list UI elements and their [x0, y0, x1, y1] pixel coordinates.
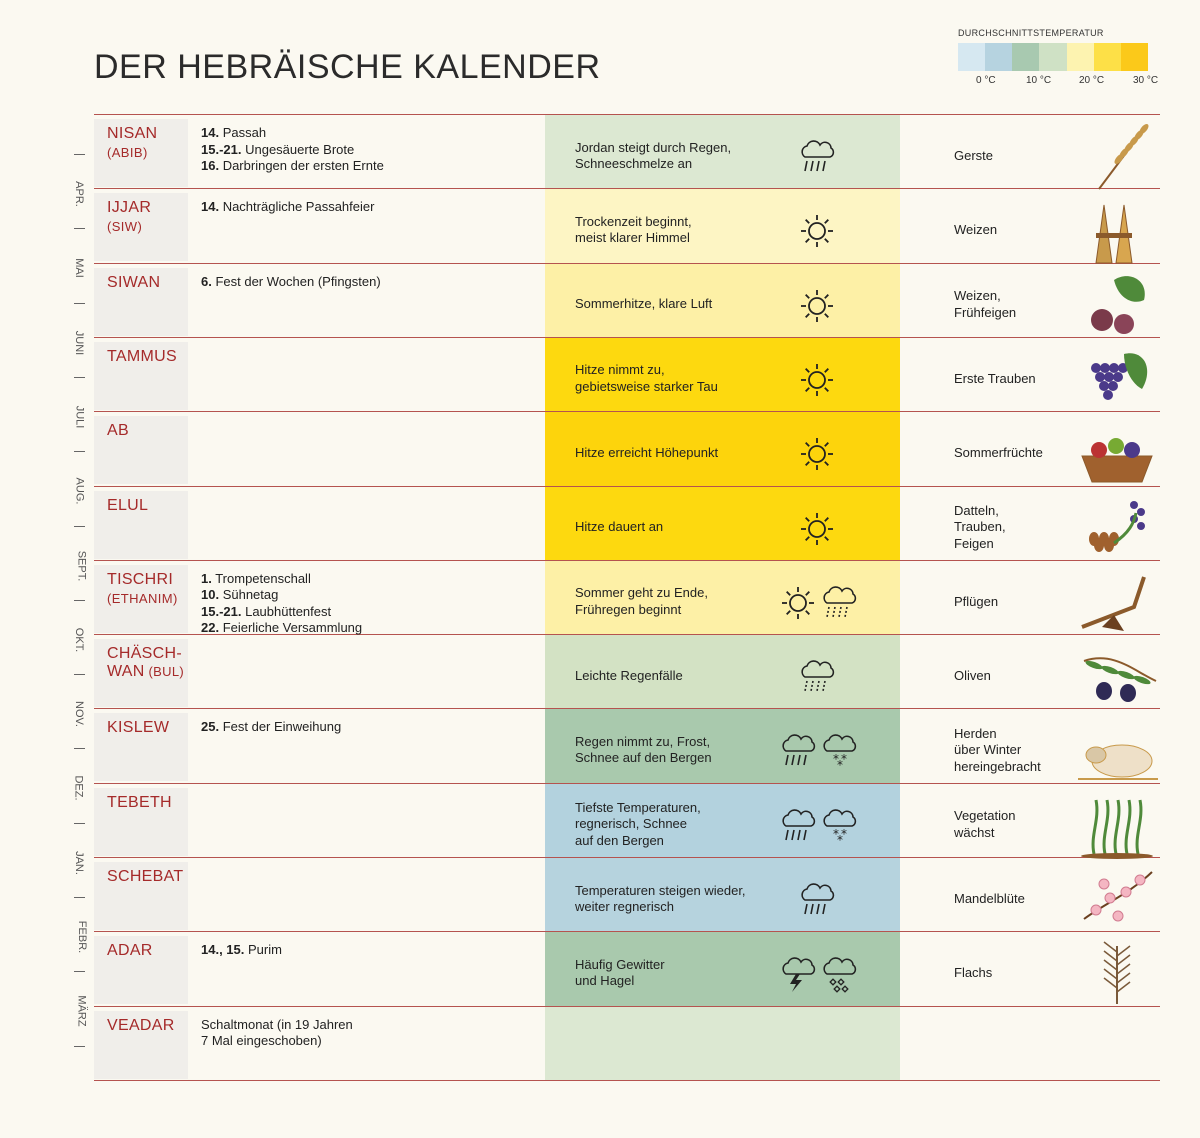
month-name-cell	[94, 491, 188, 559]
axis-tick	[74, 451, 85, 452]
page-title: DER HEBRÄISCHE KALENDER	[94, 48, 601, 86]
legend-label-10: 10 °C	[1026, 75, 1052, 86]
month-row	[94, 268, 1160, 342]
month-row	[94, 491, 1160, 565]
gregorian-month-label: SEPT.	[75, 550, 88, 581]
temperature-legend	[958, 28, 1163, 89]
hebrew-month-name: CHÄSCH- WAN (BUL)	[107, 645, 184, 681]
fruit-basket-icon	[1074, 418, 1160, 488]
rain-icon	[797, 880, 837, 920]
month-row	[94, 639, 1160, 713]
axis-tick	[74, 897, 85, 898]
hebrew-month-alt-name: (SIW)	[107, 219, 143, 235]
legend-swatch	[985, 43, 1012, 71]
snow-icon	[819, 731, 859, 771]
agriculture-description: Erste Trauben	[954, 370, 1036, 386]
month-row	[94, 342, 1160, 416]
festival-entry: 22. Feierliche Versammlung	[201, 620, 363, 636]
grapes-icon	[1074, 344, 1160, 414]
thunderstorm-icon	[778, 954, 818, 994]
weather-description: Leichte Regenfälle	[575, 667, 683, 683]
festivals	[201, 719, 531, 736]
weather-icons	[797, 137, 887, 177]
hebrew-month-name: TAMMUS	[107, 347, 177, 365]
svg-text:*: *	[833, 752, 839, 767]
hebrew-month-name: NISAN	[107, 125, 158, 142]
axis-tick	[74, 154, 85, 155]
weather-description: Häufig Gewitter und Hagel	[575, 956, 665, 989]
axis-tick	[74, 600, 85, 601]
plough-icon	[1074, 567, 1160, 637]
svg-text:*: *	[841, 752, 847, 767]
month-row	[94, 1011, 1160, 1085]
svg-text:*: *	[833, 826, 839, 841]
festivals	[201, 571, 531, 637]
axis-tick	[74, 303, 85, 304]
weather-description: Sommerhitze, klare Luft	[575, 296, 713, 312]
agriculture-description: Pflügen	[954, 593, 999, 609]
festival-entry: 16. Darbringen der ersten Ernte	[201, 158, 384, 173]
weather-description: Regen nimmt zu, Frost, Schnee auf den Bergen	[575, 733, 712, 766]
weather-icons	[797, 880, 887, 920]
festivals	[201, 942, 531, 959]
hebrew-month-name: KISLEW	[107, 719, 170, 737]
festivals	[201, 199, 531, 216]
weather-icons	[776, 954, 866, 994]
month-name-cell	[94, 416, 188, 484]
weather-description: Hitze nimmt zu, gebietsweise starker Tau	[575, 362, 718, 394]
weather-icons	[797, 657, 887, 697]
gregorian-month-label: FEBR.	[76, 920, 89, 954]
festival-entry: 6. Fest der Wochen (Pfingsten)	[201, 273, 381, 289]
legend-swatch	[1094, 43, 1121, 71]
axis-tick	[74, 526, 85, 527]
hebrew-month-name: ADAR	[107, 942, 153, 960]
weather-icons	[797, 509, 887, 549]
month-name-cell	[94, 862, 188, 930]
festival-entry: Schaltmonat (in 19 Jahren	[201, 1016, 353, 1032]
agriculture-description: Oliven	[954, 667, 991, 683]
hebrew-month-name: VEADAR	[107, 1016, 175, 1034]
axis-tick	[74, 971, 85, 972]
sun-icon	[797, 360, 837, 400]
hebrew-month-name: TISCHRI	[107, 570, 174, 588]
agriculture-description: Herden über Winter hereingebracht	[954, 725, 1041, 774]
fig-icon	[1074, 270, 1160, 340]
gregorian-month-axis	[66, 114, 92, 1080]
axis-tick	[74, 823, 85, 824]
weather-icons	[776, 731, 866, 771]
hebrew-month-name: ELUL	[107, 496, 149, 514]
svg-text:*: *	[837, 758, 843, 772]
weather-icons	[797, 211, 887, 251]
agriculture-description: Mandelblüte	[954, 890, 1025, 906]
hebrew-month-name: IJJAR	[107, 199, 152, 217]
weather-icons	[797, 286, 887, 326]
month-name-cell	[94, 342, 188, 410]
agriculture-description: Sommerfrüchte	[954, 444, 1043, 460]
weather-icons	[776, 806, 866, 846]
light-rain-icon	[819, 583, 859, 623]
agriculture-description: Gerste	[954, 147, 994, 163]
weather-description: Tiefste Temperaturen, regnerisch, Schnee auf den Bergen	[575, 799, 701, 848]
svg-text:*: *	[837, 832, 843, 846]
festival-entry: 25. Fest der Einweihung	[201, 719, 342, 735]
svg-text:*: *	[841, 826, 847, 841]
month-name-cell	[94, 639, 188, 707]
month-row	[94, 416, 1160, 490]
gregorian-month-label: MÄRZ	[75, 995, 88, 1027]
weather-icons	[797, 434, 887, 474]
sun-icon	[778, 583, 818, 623]
sun-icon	[797, 434, 837, 474]
hebrew-month-alt-name: (ETHANIM)	[107, 590, 178, 606]
festival-entry: 14. Passah	[201, 125, 267, 140]
festivals	[201, 274, 531, 291]
gregorian-month-label: JUNI	[72, 330, 85, 355]
sun-icon	[797, 509, 837, 549]
legend-color-scale	[958, 43, 1148, 71]
legend-swatch	[1039, 43, 1066, 71]
festival-entry: 14. Nachträgliche Passahfeier	[201, 199, 375, 215]
hebrew-month-name: AB	[107, 422, 129, 440]
month-name-cell	[94, 936, 188, 1004]
row-divider	[94, 114, 1160, 115]
festival-entry: 7 Mal eingeschoben)	[201, 1033, 322, 1049]
gregorian-month-label: DEZ.	[73, 775, 85, 801]
legend-swatch	[1012, 43, 1039, 71]
festivals	[201, 1017, 531, 1050]
legend-swatch	[1121, 43, 1148, 71]
weather-icons	[797, 360, 887, 400]
month-name-cell	[94, 268, 188, 336]
month-row	[94, 713, 1160, 787]
legend-swatch	[1067, 43, 1094, 71]
hebrew-month-name: TEBETH	[107, 793, 172, 811]
festival-entry: 1. Trompetenschall	[201, 570, 311, 586]
month-row	[94, 862, 1160, 936]
agriculture-description: Datteln, Trauben, Feigen	[954, 502, 1006, 551]
weather-description: Hitze erreicht Höhepunkt	[575, 444, 719, 460]
festival-entry: 15.-21. Laubhüttenfest	[201, 603, 332, 619]
axis-tick	[74, 748, 85, 749]
weather-description: Trockenzeit beginnt, meist klarer Himmel	[575, 213, 692, 246]
gregorian-month-label: JAN.	[73, 850, 85, 875]
month-name-cell	[94, 713, 188, 781]
sun-icon	[797, 211, 837, 251]
weather-icons	[776, 1029, 866, 1069]
axis-tick	[74, 1046, 85, 1047]
axis-tick	[74, 674, 85, 675]
almond-blossom-icon	[1074, 864, 1160, 934]
sheep-icon	[1074, 715, 1160, 785]
sun-icon	[797, 286, 837, 326]
gregorian-month-label: NOV.	[72, 701, 85, 728]
hebrew-month-name: SCHEBAT	[107, 868, 184, 885]
legend-swatch	[958, 43, 985, 71]
month-name-cell	[94, 193, 188, 261]
festival-entry: 10. Sühnetag	[201, 587, 279, 603]
gregorian-month-label: MAI	[73, 258, 85, 279]
festival-entry: 14., 15. Purim	[201, 942, 282, 958]
wheat-sheaf-icon	[1074, 195, 1160, 265]
light-rain-icon	[797, 657, 837, 697]
month-name-cell	[94, 788, 188, 856]
axis-tick	[74, 377, 85, 378]
weather-description: Sommer geht zu Ende, Frühregen beginnt	[575, 585, 708, 617]
legend-label-30: 30 °C	[1133, 75, 1159, 86]
gregorian-month-label: OKT.	[72, 627, 85, 653]
rain-icon	[778, 806, 818, 846]
snow-icon	[819, 806, 859, 846]
month-row	[94, 936, 1160, 1010]
legend-title: DURCHSCHNITTSTEMPERATUR	[958, 28, 1104, 38]
month-name-cell	[94, 119, 188, 187]
rain-icon	[797, 137, 837, 177]
month-row	[94, 788, 1160, 862]
weather-icons	[776, 583, 866, 623]
gregorian-month-label: APR.	[73, 181, 85, 207]
rain-icon	[778, 731, 818, 771]
festival-entry: 15.-21. Ungesäuerte Brote	[201, 141, 355, 157]
agriculture-description: Weizen	[954, 222, 998, 238]
legend-label-20: 20 °C	[1079, 75, 1105, 86]
weather-description: Jordan steigt durch Regen, Schneeschmelze an	[575, 139, 732, 171]
weather-description: Temperaturen steigen wieder, weiter regnerisch	[575, 882, 746, 914]
agriculture-description: Weizen, Frühfeigen	[954, 288, 1017, 320]
agriculture-description: Flachs	[954, 965, 993, 981]
gregorian-month-label: AUG.	[73, 477, 86, 505]
sprouts-icon	[1074, 790, 1160, 860]
agriculture-description: Vegetation wächst	[954, 808, 1016, 840]
hebrew-month-alt-name: (ABIB)	[107, 145, 148, 160]
axis-tick	[74, 228, 85, 229]
hail-icon	[819, 954, 859, 994]
hebrew-month-name: SIWAN	[107, 273, 161, 291]
legend-labels	[958, 75, 1163, 89]
gregorian-month-label: JULI	[73, 405, 85, 429]
flax-icon	[1074, 938, 1160, 1008]
olive-icon	[1074, 641, 1160, 711]
festivals	[201, 125, 531, 175]
dates-icon	[1074, 493, 1160, 563]
month-name-cell	[94, 1011, 188, 1079]
month-row	[94, 119, 1160, 193]
month-row	[94, 193, 1160, 267]
month-row	[94, 565, 1160, 639]
weather-description: Hitze dauert an	[575, 519, 664, 535]
barley-icon	[1074, 121, 1160, 191]
legend-label-0: 0 °C	[976, 75, 996, 86]
month-name-cell	[94, 565, 188, 633]
